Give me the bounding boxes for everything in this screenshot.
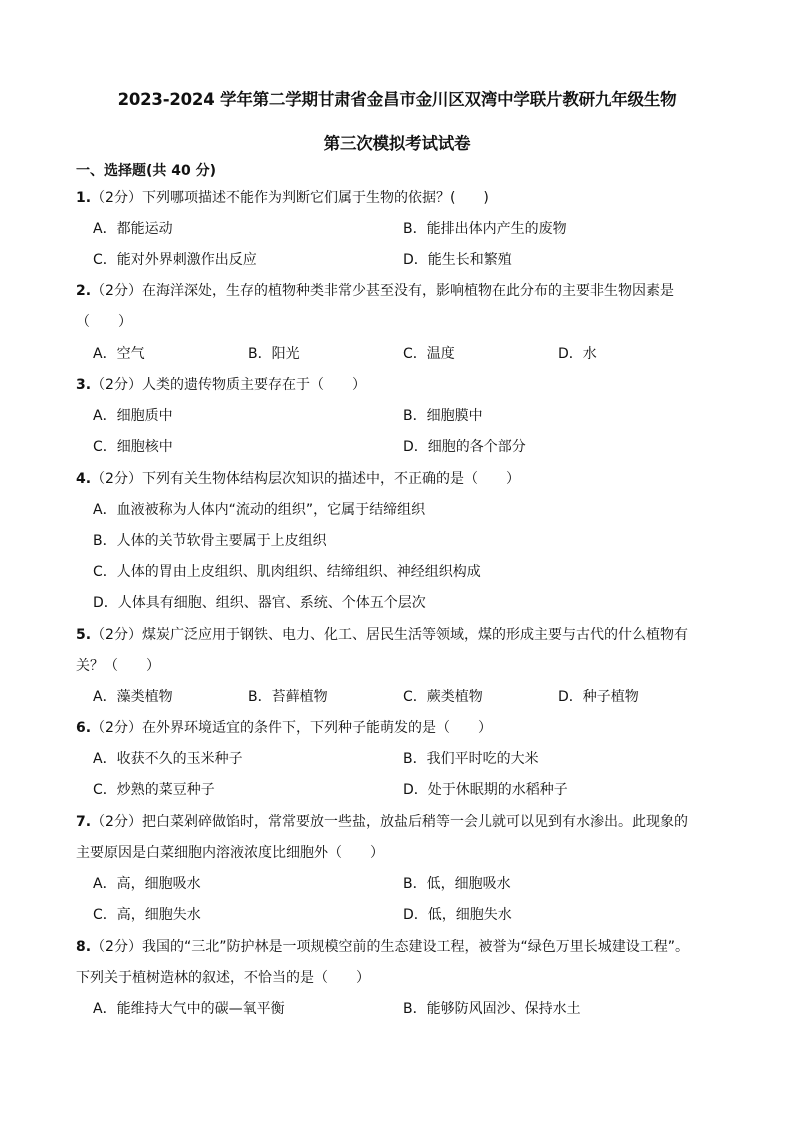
- question-6-option-a: A．收获不久的玉米种子: [93, 751, 243, 767]
- question-5-stem-cont: 关？（ ）: [76, 658, 160, 674]
- question-7-option-a: A．高，细胞吸水: [93, 876, 201, 892]
- question-8-stem-cont: 下列关于植树造林的叙述，不恰当的是（ ）: [76, 970, 370, 986]
- question-4-option-c: C．人体的胃由上皮组织、肌肉组织、结缔组织、神经组织构成: [93, 564, 481, 580]
- question-6-stem: [76, 717, 492, 737]
- question-2-option-d: D．水: [558, 346, 597, 362]
- question-2-option-b: B．阳光: [248, 346, 300, 362]
- question-number: 3.: [76, 377, 92, 393]
- question-6-option-d: D．处于休眠期的水稻种子: [403, 782, 568, 798]
- question-8-option-a: A．能维持大气中的碳—氧平衡: [93, 1001, 285, 1017]
- question-3-stem: [76, 374, 366, 394]
- question-4-option-a: A．血液被称为人体内“流动的组织”，它属于结缔组织: [93, 502, 426, 518]
- question-text: （2分）在海洋深处，生存的植物种类非常少甚至没有，影响植物在此分布的主要非生物因素是: [91, 283, 674, 299]
- question-3-option-a: A．细胞质中: [93, 408, 173, 424]
- question-number: 6.: [76, 720, 92, 736]
- question-2-option-a: A．空气: [93, 346, 145, 362]
- question-text: （2分）人类的遗传物质主要存在于（ ）: [91, 377, 366, 393]
- question-4-option-d: D．人体具有细胞、组织、器官、系统、个体五个层次: [93, 595, 426, 611]
- question-1-option-b: B．能排出体内产生的废物: [403, 221, 567, 237]
- question-8-stem: [76, 936, 689, 956]
- question-text: （2分）把白菜剁碎做馅时，常常要放一些盐，放盐后稍等一会儿就可以见到有水渗出。此现象的: [91, 814, 688, 830]
- question-number: 4.: [76, 471, 92, 487]
- question-text: （2分）煤炭广泛应用于钢铁、电力、化工、居民生活等领域，煤的形成主要与古代的什么植物有: [91, 627, 688, 643]
- question-4-stem: [76, 468, 520, 488]
- question-7-option-d: D．低，细胞失水: [403, 907, 512, 923]
- question-8-option-b: B．能够防风固沙、保持水土: [403, 1001, 581, 1017]
- question-1-option-d: D．能生长和繁殖: [403, 252, 512, 268]
- question-number: 2.: [76, 283, 92, 299]
- question-3-option-b: B．细胞膜中: [403, 408, 483, 424]
- question-number: 7.: [76, 814, 92, 830]
- question-3-option-d: D．细胞的各个部分: [403, 439, 526, 455]
- question-5-option-c: C．蕨类植物: [403, 689, 483, 705]
- question-number: 1.: [76, 190, 92, 206]
- question-5-stem: [76, 624, 688, 644]
- question-7-stem: [76, 811, 688, 831]
- question-text: （2分）下列有关生物体结构层次知识的描述中，不正确的是（ ）: [91, 471, 520, 487]
- question-2-option-c: C．温度: [403, 346, 455, 362]
- question-5-option-b: B．苔藓植物: [248, 689, 328, 705]
- question-2-stem-cont: （ ）: [76, 314, 132, 330]
- question-3-option-c: C．细胞核中: [93, 439, 173, 455]
- question-6-option-c: C．炒熟的菜豆种子: [93, 782, 215, 798]
- question-text: （2分）我国的“三北”防护林是一项规模空前的生态建设工程，被誉为“绿色万里长城建设工程”。: [91, 939, 689, 955]
- question-text: （2分）下列哪项描述不能作为判断它们属于生物的依据？( ): [91, 190, 489, 206]
- question-4-option-b: B．人体的关节软骨主要属于上皮组织: [93, 533, 327, 549]
- question-number: 5.: [76, 627, 92, 643]
- question-number: 8.: [76, 939, 92, 955]
- question-1-option-c: C．能对外界刺激作出反应: [93, 252, 257, 268]
- question-1-stem: [76, 187, 489, 207]
- question-2-stem: [76, 280, 674, 300]
- exam-title-line2: 第三次模拟考试试卷: [323, 134, 471, 153]
- question-1-option-a: A．都能运动: [93, 221, 173, 237]
- question-7-option-b: B．低，细胞吸水: [403, 876, 511, 892]
- question-text: （2分）在外界环境适宜的条件下，下列种子能萌发的是（ ）: [91, 720, 492, 736]
- question-5-option-a: A．藻类植物: [93, 689, 173, 705]
- question-6-option-b: B．我们平时吃的大米: [403, 751, 539, 767]
- question-5-option-d: D．种子植物: [558, 689, 639, 705]
- section-heading: 一、选择题(共 40 分): [76, 163, 217, 179]
- question-7-stem-cont: 主要原因是白菜细胞内溶液浓度比细胞外（ ）: [76, 845, 384, 861]
- exam-title-line1: 2023-2024 学年第二学期甘肃省金昌市金川区双湾中学联片教研九年级生物: [117, 90, 677, 109]
- question-7-option-c: C．高，细胞失水: [93, 907, 201, 923]
